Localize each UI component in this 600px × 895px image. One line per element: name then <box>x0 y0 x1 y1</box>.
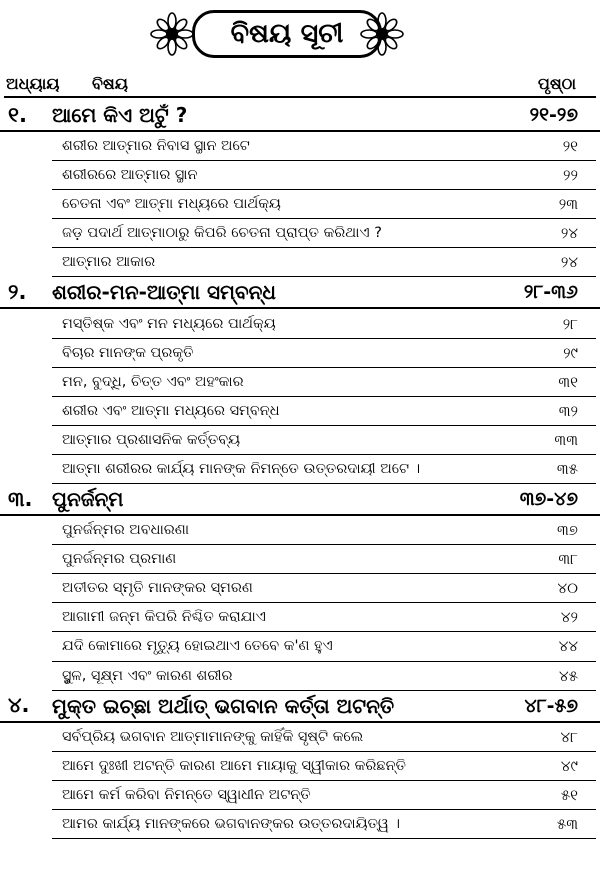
entry-page: ୩୨ <box>558 401 578 420</box>
chapter-page-range: ୩୭-୪୭ <box>519 488 578 511</box>
toc-entry[interactable] <box>52 781 596 810</box>
title-banner <box>0 0 600 72</box>
toc-entry[interactable] <box>52 339 596 368</box>
table-of-contents <box>0 100 600 839</box>
chapter-column-header: ଅଧ୍ୟାୟ <box>6 74 60 93</box>
entry-title: ଚେତନା ଏବଂ ଆତ୍ମା ମଧ୍ୟରେ ପାର୍ଥକ୍ୟ <box>62 196 281 213</box>
chapter-page-range: ୨୮-୩୬ <box>523 281 578 304</box>
chapter-page-range: ୨୧-୨୭ <box>529 104 578 126</box>
entry-title: ବିଚାର ମାନଙ୍କ ପ୍ରକୃତି <box>62 344 194 361</box>
chapter-title: ପୁନର୍ଜନ୍ମ <box>52 487 124 512</box>
entry-page: ୨୩ <box>558 195 578 214</box>
entry-page: ୩୭ <box>557 521 578 540</box>
entry-title: ଆତ୍ମାର ପ୍ରଶାସନିକ କର୍ତ୍ତବ୍ୟ <box>62 431 241 448</box>
toc-entry[interactable] <box>52 219 596 248</box>
toc-entry[interactable] <box>52 810 596 839</box>
toc-entry[interactable] <box>52 516 596 545</box>
entry-page: ୫୩ <box>556 814 578 833</box>
entry-title: ଜଡ଼ ପଦାର୍ଥ ଆତ୍ମାଠାରୁ କିପରି ଚେତନା ପ୍ରାପ୍ତ କରିଥାଏ ? <box>62 225 382 242</box>
toc-entry[interactable] <box>52 426 596 455</box>
toc-entry[interactable] <box>52 723 596 752</box>
entry-page: ୪୫ <box>559 666 578 685</box>
chapter-row[interactable] <box>0 100 600 132</box>
entry-page: ୨୪ <box>560 253 578 272</box>
toc-entry[interactable] <box>52 309 596 338</box>
entry-title: ପୁନର୍ଜନ୍ମର ପ୍ରମାଣ <box>62 551 177 568</box>
chapter-title: ମୁକ୍ତ ଇଚ୍ଛା ଅର୍ଥାତ୍ ଭଗବାନ କର୍ତ୍ତା ଅଟନ୍ତି <box>52 693 395 718</box>
chapter-title: ଶରୀର-ମନ-ଆତ୍ମା ସମ୍ବନ୍ଧ <box>52 280 276 305</box>
subject-column-header: ବିଷୟ <box>92 74 128 93</box>
entry-title: ଆତ୍ମାର ଆକାର <box>62 254 156 271</box>
entry-page: ୪୯ <box>560 756 578 775</box>
entry-page: ୩୧ <box>558 372 578 391</box>
entry-page: ୨୮ <box>562 314 578 333</box>
entry-title: ଅତୀତର ସ୍ମୃତି ମାନଙ୍କର ସ୍ମରଣ <box>62 580 253 597</box>
entry-page: ୩୫ <box>556 459 578 478</box>
chapter-number: ୧. <box>8 102 27 127</box>
toc-entry[interactable] <box>52 545 596 574</box>
flower-ornament-icon <box>150 12 194 56</box>
entry-title: ସର୍ବପ୍ରିୟ ଭଗବାନ ଆତ୍ମାମାନଙ୍କୁ କାହିଁକି ସୃଷ୍ଟି କଲେ <box>62 728 364 745</box>
page-column-header: ପୃଷ୍ଠା <box>537 74 576 93</box>
toc-entry[interactable] <box>52 132 596 161</box>
toc-entry[interactable] <box>52 603 596 632</box>
header-divider <box>4 96 596 98</box>
entry-page: ୨୯ <box>563 343 578 362</box>
entry-title: ଆତ୍ମା ଶରୀରର କାର୍ଯ୍ୟ ମାନଙ୍କ ନିମନ୍ତେ ଉତ୍ତରଦାୟୀ ଅଟେ । <box>62 460 421 477</box>
toc-entry[interactable] <box>52 574 596 603</box>
entry-page: ୪୪ <box>558 637 578 656</box>
toc-entry[interactable] <box>52 368 596 397</box>
chapter-number: ୩. <box>8 486 33 511</box>
entry-title: ପୁନର୍ଜନ୍ମର ଅବଧାରଣା <box>62 522 190 539</box>
entry-title: ମନ, ବୁଦ୍ଧି, ଚିତ୍ତ ଏବଂ ଅହଂକାର <box>62 373 244 390</box>
entry-title: ମସ୍ତିଷ୍କ ଏବଂ ମନ ମଧ୍ୟରେ ପାର୍ଥକ୍ୟ <box>62 315 276 332</box>
toc-entry[interactable] <box>52 248 596 277</box>
entry-title: ଯଦି କୋମାରେ ମୃତ୍ୟୁ ହୋଇଥାଏ ତେବେ କ'ଣ ହୁଏ <box>62 638 333 655</box>
entry-title: ଶରୀର ଆତ୍ମାର ନିବାସ ସ୍ଥାନ ଅଟେ <box>62 138 250 155</box>
toc-entry[interactable] <box>52 455 596 484</box>
chapter-title: ଆମେ କିଏ ଅଟୁଁ ? <box>52 103 188 127</box>
chapter-row[interactable] <box>0 691 600 723</box>
chapter-row[interactable] <box>0 277 600 309</box>
chapter-row[interactable] <box>0 484 600 516</box>
toc-entry[interactable] <box>52 662 596 691</box>
toc-entry[interactable] <box>52 190 596 219</box>
entry-page: ୨୧ <box>562 137 578 156</box>
chapter-number: ୨. <box>8 279 27 304</box>
entry-title: ସ୍ଥୁଳ, ସୂକ୍ଷ୍ମ ଏବଂ କାରଣ ଶରୀର <box>62 667 233 684</box>
entry-title: ଆମେ ଦୁଃଖୀ ଅଟନ୍ତି କାରଣ ଆମେ ମାୟାକୁ ସ୍ୱୀକାର କରିଛନ୍ତି <box>62 757 406 774</box>
entry-page: ୩୮ <box>558 550 578 569</box>
toc-entry[interactable] <box>52 161 596 190</box>
entry-page: ୫୧ <box>560 785 578 804</box>
entry-title: ଆମର କାର୍ଯ୍ୟ ମାନଙ୍କରେ ଭଗବାନଙ୍କର ଉତ୍ତରଦାୟିତ୍ୱ । <box>62 815 400 832</box>
flower-ornament-icon <box>360 12 404 56</box>
chapter-number: ୪. <box>8 693 30 718</box>
entry-page: ୪୦ <box>557 579 578 598</box>
entry-page: ୩୩ <box>554 430 578 449</box>
chapter-page-range: ୪୮-୫୭ <box>524 694 578 717</box>
entry-title: ଶରୀରରେ ଆତ୍ମାର ସ୍ଥାନ <box>62 167 198 184</box>
entry-title: ଶରୀର ଏବଂ ଆତ୍ମା ମଧ୍ୟରେ ସମ୍ବନ୍ଧ <box>62 402 280 419</box>
entry-page: ୪୮ <box>560 727 578 746</box>
entry-page: ୨୨ <box>563 166 578 185</box>
entry-page: ୨୪ <box>560 224 578 243</box>
page-title: ବିଷୟ ସୂଚୀ <box>192 10 382 58</box>
toc-entry[interactable] <box>52 632 596 661</box>
entry-title: ଆମେ କର୍ମ କରିବା ନିମନ୍ତେ ସ୍ୱାଧୀନ ଅଟନ୍ତି <box>62 786 311 803</box>
toc-entry[interactable] <box>52 397 596 426</box>
toc-entry[interactable] <box>52 752 596 781</box>
entry-page: ୪୨ <box>560 608 578 627</box>
entry-title: ଆଗାମୀ ଜନ୍ମ କିପରି ନିଶ୍ଚିତ କରାଯାଏ <box>62 609 266 626</box>
